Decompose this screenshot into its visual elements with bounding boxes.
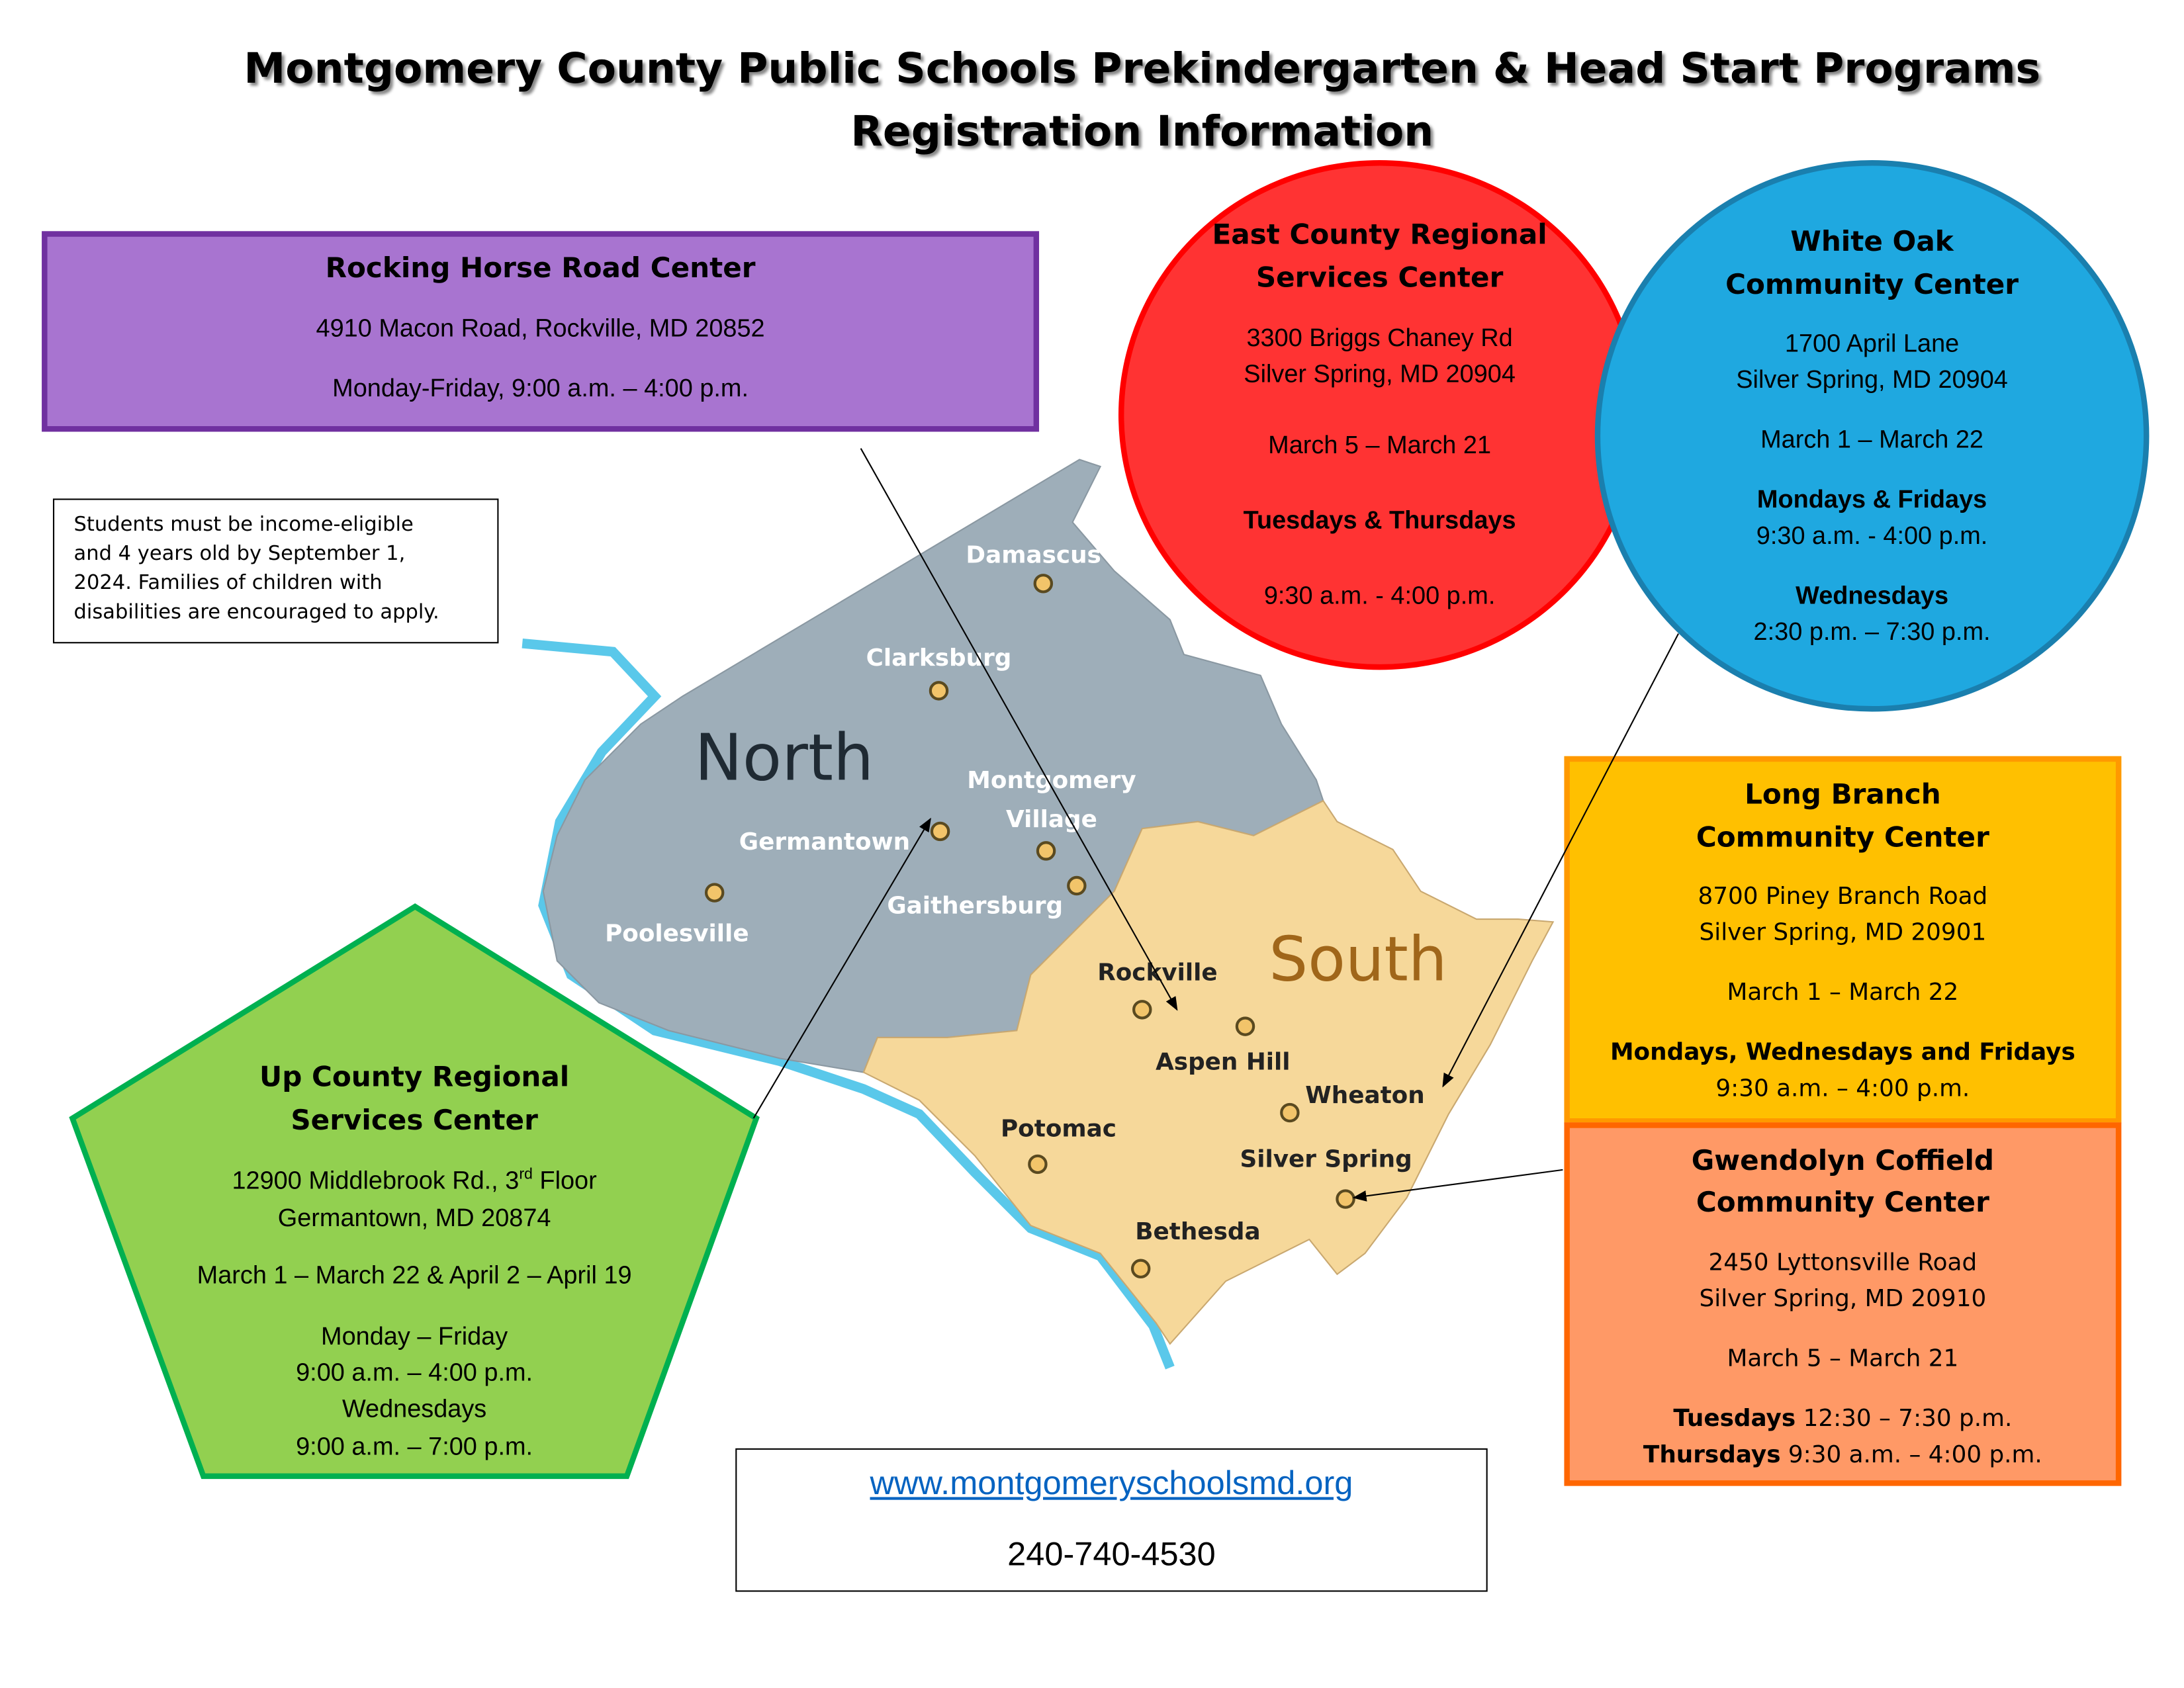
page-title-line1: Montgomery County Public Schools Prekindergarten & Head Start Programs: [244, 45, 2041, 95]
up-county-city: Germantown, MD 20874: [277, 1204, 551, 1232]
east-county-dates: March 5 – March 21: [1268, 431, 1492, 459]
up-county-hours-2: 9:00 a.m. – 7:00 p.m.: [296, 1432, 533, 1460]
gwendolyn-hours-1: 12:30 – 7:30 p.m.: [1803, 1405, 2013, 1433]
white-oak-dates: March 1 – March 22: [1760, 425, 1984, 454]
address-text: 12900 Middlebrook Rd., 3: [232, 1166, 520, 1194]
gwendolyn-dates: March 5 – March 21: [1727, 1345, 1959, 1374]
gwendolyn-day-2: Thursdays: [1643, 1441, 1781, 1470]
region-label-south: South: [1269, 923, 1447, 995]
gwendolyn-name-2: Community Center: [1696, 1185, 1989, 1219]
city-label-germantown: Germantown: [739, 828, 911, 856]
city-label-clarksburg: Clarksburg: [866, 644, 1012, 672]
note-line: and 4 years old by September 1,: [73, 543, 406, 566]
white-oak-name-2: Community Center: [1725, 267, 2019, 301]
east-county-city: Silver Spring, MD 20904: [1244, 360, 1516, 388]
white-oak-days-1: Mondays & Fridays: [1756, 485, 1987, 513]
arrow-rocking-horse: [861, 449, 1177, 1010]
website-link[interactable]: www.montgomeryschoolsmd.org: [870, 1465, 1353, 1503]
white-oak-days-2: Wednesdays: [1796, 581, 1949, 609]
city-label-aspen-hill: Aspen Hill: [1156, 1048, 1291, 1076]
city-label-village: Village: [1006, 806, 1097, 834]
long-branch-hours: 9:30 a.m. – 4:00 p.m.: [1715, 1075, 1970, 1103]
up-county-hours-1: 9:00 a.m. – 4:00 p.m.: [296, 1358, 533, 1387]
phone-number: 240-740-4530: [1007, 1536, 1216, 1574]
long-branch-name: Long Branch: [1745, 777, 1941, 811]
long-branch-city: Silver Spring, MD 20901: [1699, 919, 1987, 948]
region-label-north: North: [694, 720, 874, 795]
gwendolyn-name: Gwendolyn Coffield: [1691, 1143, 1995, 1177]
note-line: Students must be income-eligible: [73, 513, 414, 537]
white-oak-address: 1700 April Lane: [1784, 329, 1960, 357]
east-county-name-2: Services Center: [1255, 260, 1504, 294]
city-label-potomac: Potomac: [1000, 1115, 1117, 1143]
gwendolyn-address: 2450 Lyttonsville Road: [1708, 1249, 1978, 1277]
rocking-horse-name: Rocking Horse Road Center: [325, 250, 756, 285]
city-label-montgomery: Montgomery: [967, 767, 1136, 795]
rocking-horse-hours: Monday-Friday, 9:00 a.m. – 4:00 p.m.: [332, 374, 749, 402]
long-branch-dates: March 1 – March 22: [1727, 979, 1959, 1007]
arrow-white-oak: [1443, 634, 1678, 1087]
white-oak-hours-1: 9:30 a.m. - 4:00 p.m.: [1756, 521, 1988, 550]
note-line: 2024. Families of children with: [73, 572, 383, 595]
city-label-rockville: Rockville: [1097, 959, 1218, 987]
address-superscript: rd: [519, 1166, 533, 1183]
east-county-address: 3300 Briggs Chaney Rd: [1246, 324, 1513, 352]
white-oak-name: White Oak: [1790, 224, 1954, 258]
city-label-bethesda: Bethesda: [1135, 1218, 1261, 1246]
gwendolyn-city: Silver Spring, MD 20910: [1699, 1285, 1987, 1313]
east-county-hours: 9:30 a.m. - 4:00 p.m.: [1263, 581, 1496, 609]
city-label-silver-spring: Silver Spring: [1240, 1145, 1412, 1173]
white-oak-city: Silver Spring, MD 20904: [1736, 365, 2008, 394]
address-text: Floor: [532, 1166, 597, 1194]
note-line: disabilities are encouraged to apply.: [73, 601, 439, 624]
rocking-horse-address: 4910 Macon Road, Rockville, MD 20852: [316, 314, 765, 342]
up-county-days-2: Wednesdays: [341, 1394, 487, 1423]
city-label-damascus: Damascus: [966, 541, 1101, 569]
up-county-name: Up County Regional: [259, 1059, 570, 1094]
up-county-name-2: Services Center: [291, 1102, 538, 1137]
arrow-up-county: [754, 819, 931, 1118]
long-branch-name-2: Community Center: [1696, 820, 1989, 854]
up-county-days-1: Monday – Friday: [321, 1322, 508, 1351]
white-oak-hours-2: 2:30 p.m. – 7:30 p.m.: [1753, 617, 1991, 646]
up-county-dates: March 1 – March 22 & April 2 – April 19: [197, 1261, 632, 1289]
east-county-days: Tuesdays & Thursdays: [1243, 506, 1516, 535]
long-branch-days: Mondays, Wednesdays and Fridays: [1610, 1039, 2075, 1067]
arrow-gwendolyn: [1354, 1170, 1563, 1198]
gwendolyn-day-1: Tuesdays: [1673, 1405, 1796, 1433]
city-label-gaithersburg: Gaithersburg: [887, 892, 1064, 920]
long-branch-address: 8700 Piney Branch Road: [1698, 883, 1988, 911]
city-label-wheaton: Wheaton: [1305, 1081, 1425, 1109]
city-label-poolesville: Poolesville: [605, 920, 749, 948]
gwendolyn-hours-2: 9:30 a.m. – 4:00 p.m.: [1788, 1441, 2042, 1470]
page-title-line2: Registration Information: [850, 108, 1434, 157]
east-county-name: East County Regional: [1212, 217, 1547, 251]
